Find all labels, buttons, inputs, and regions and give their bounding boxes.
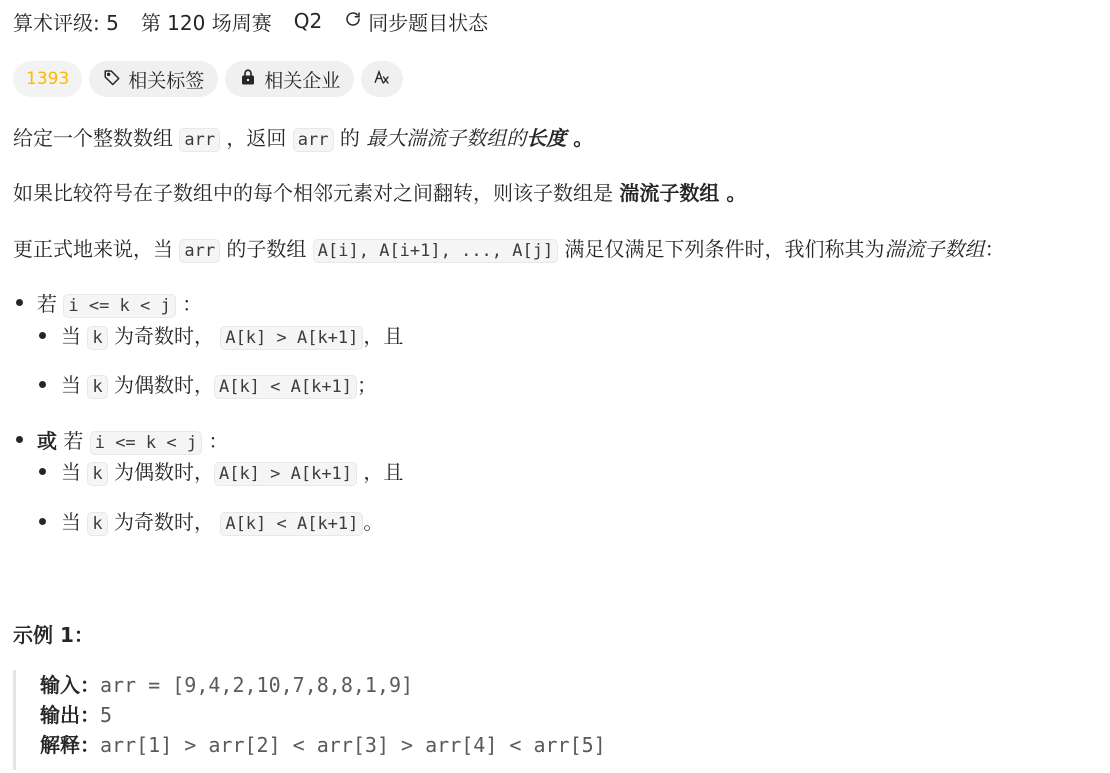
list-bullet [39,332,46,339]
related-companies-label: 相关企业 [264,69,341,92]
contest-link[interactable]: 第 120 场周赛 [140,10,272,35]
example-title: 示例 1： [13,623,94,647]
inline-code: i <= k < j [63,294,175,318]
related-tags-button[interactable] [89,61,218,97]
list-bullet [16,436,23,443]
difficulty-rating-chip[interactable]: 1393 [13,61,82,97]
list-bullet [39,381,46,388]
list-bullet [39,468,46,475]
translate-icon [373,68,391,91]
condition-2-odd: 当 k 为奇数时， A[k] < A[k+1] 。 [61,510,384,534]
related-tags-label: 相关标签 [128,69,205,92]
inline-code: k [87,462,107,486]
description-paragraph-1: 给定一个整数数组 arr ，返回 arr 的 最大湍流子数组的长度 。 [13,126,594,150]
list-bullet [16,299,23,306]
translate-button[interactable] [361,61,403,97]
inline-code: A[k] > A[k+1] [220,326,363,350]
condition-1-odd: 当 k 为奇数时， A[k] > A[k+1] ，且 [61,324,404,348]
problem-meta [13,7,488,35]
inline-code: A[k] > A[k+1] [214,462,357,486]
tag-chips [13,61,403,97]
sync-status-button[interactable] [344,7,488,36]
example-explanation: 解释：arr[1] > arr[2] < arr[3] > arr[4] < arr[5] [40,733,606,757]
condition-1-even: 当 k 为偶数时， A[k] < A[k+1] ； [61,373,378,397]
example-block [13,670,606,770]
inline-code: k [87,326,107,350]
inline-code: i <= k < j [90,431,202,455]
inline-code: A[k] < A[k+1] [214,375,357,399]
example-input: 输入：arr = [9,4,2,10,7,8,8,1,9] [40,673,414,697]
refresh-icon [344,9,362,33]
inline-code: arr [179,239,220,263]
inline-code: k [87,512,107,536]
inline-code: A[k] < A[k+1] [220,512,363,536]
description-paragraph-3: 更正式地来说，当 arr 的子数组 A[i], A[i+1], ..., A[j] 满足仅满足下列条件时，我们称其为湍流子数组： [13,237,1005,261]
condition-2: 或 若 i <= k < j ： [37,429,229,453]
inline-code: k [87,375,107,399]
rating-level: 算术评级: 5 [13,10,119,35]
example-output: 输出：5 [40,703,113,727]
inline-code: arr [179,128,220,152]
question-number: Q2 [293,9,323,33]
condition-2-even: 当 k 为偶数时， A[k] > A[k+1] ，且 [61,460,404,484]
list-bullet [39,518,46,525]
related-companies-button[interactable] [225,61,354,97]
description-paragraph-2: 如果比较符号在子数组中的每个相邻元素对之间翻转，则该子数组是 湍流子数组 。 [13,181,747,205]
tag-icon [103,68,121,91]
inline-code: A[i], A[i+1], ..., A[j] [313,239,558,263]
inline-code: arr [293,128,334,152]
sync-label: 同步题目状态 [368,10,489,35]
lock-icon [239,68,257,91]
condition-1: 若 i <= k < j ： [37,292,203,316]
